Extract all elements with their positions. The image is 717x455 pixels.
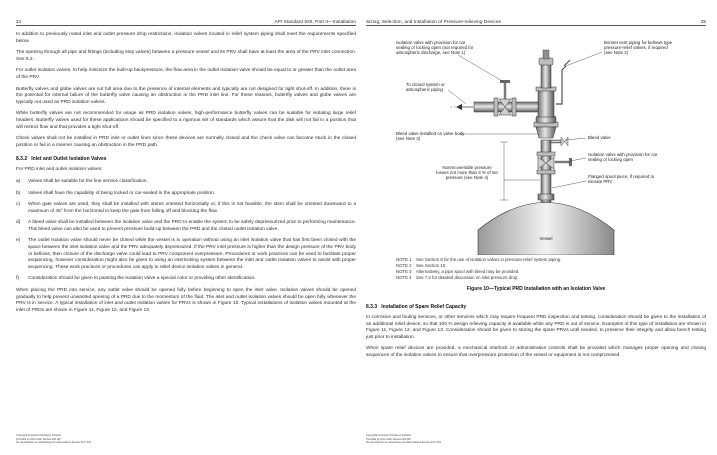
paragraph: Butterfly valves and globe valves are not full area due to the presence of internal elements and typically are not designed for tight shut-off. In addition, there is the potential for internal failure of the butterfly valve causing an obstruction in the PRD inlet line. For these reasons, butterfly valves and globe valves are typically not used as PRD isolation valves. <box>16 86 356 105</box>
section-title: Installation of Spare Relief Capacity <box>381 304 467 310</box>
footer-line: Copyright American Petroleum Institute <box>366 434 411 438</box>
bonnet-vent-piping <box>556 60 570 104</box>
left-page-footer <box>16 434 146 444</box>
paragraph: The opening through all pipe and fittings (including stop valves) between a pressure vessel and its PRV shall have at least the area of the PRV inlet connection. See 5.2. <box>16 50 356 62</box>
note-label: NOTE 2 <box>396 263 412 268</box>
left-page-running-title: API Standard 520, Part II—Installation <box>274 19 356 24</box>
list-item-text: Consideration should be given to painting the isolation valve a special color or providing other identification. <box>28 276 256 282</box>
list-item-label: e) <box>16 238 21 244</box>
list-item <box>16 202 356 215</box>
list-item-label: f) <box>16 276 19 282</box>
list-item <box>16 179 356 186</box>
list-item-label: a) <box>16 178 21 184</box>
list-item-text: Valves shall be suitable for the line service classification. <box>28 178 148 184</box>
callout-bonnet-vent: Bonnet vent piping for bellows type pressure-relief valves, if required (see Note 2) <box>604 40 673 55</box>
list-item-text: When gate valves are used, they shall be installed with stems oriented horizontally or, if this is not feasible, the stem shall be oriented downward to a maximum of 45° from the horizontal to keep the gate from falling off and blocking the flow. <box>28 202 356 214</box>
footer-line: Copyright American Petroleum Institute <box>16 434 61 438</box>
section-number: 8.3.3 <box>366 304 378 310</box>
list-intro: For PRD inlet and outlet isolation valves: <box>16 167 103 173</box>
section-number: 8.3.2 <box>16 156 28 163</box>
right-page-number: 25 <box>700 19 706 24</box>
footer-line: Provided by IHS under license with API <box>16 437 61 441</box>
paragraph: For outlet isolation valves, to help minimize the built-up backpressure, the flow area in the outlet isolation valve should be equal to or greater than the outlet area of the PRV. <box>16 68 356 80</box>
left-page <box>16 14 356 444</box>
list-item-label: d) <box>16 220 21 226</box>
callout-isolation-valve-lower: Isolation valve with provision for car sealing or locking open <box>588 152 658 162</box>
paragraph: When spare relief devices are provided, a mechanical interlock or administrative controls shall be provided which manages proper opening and closing sequences of the isolation valves to ensure that overpressure protection of the vessel or equipment is not compromised. <box>366 346 706 358</box>
footer-line: No reproduction or networking permitted without license from IHS <box>366 440 441 444</box>
list-item-text: Valves shall have the capability of being locked or car-sealed in the appropriate position. <box>28 190 216 196</box>
list-item <box>16 191 356 198</box>
figure-10 <box>366 30 706 255</box>
right-page-footer <box>366 434 496 444</box>
note-label: NOTE 4 <box>396 275 412 280</box>
left-page-header <box>16 14 356 26</box>
right-page-header <box>366 14 706 26</box>
note-label: NOTE 3 <box>396 269 412 274</box>
prv-installation-diagram <box>366 30 706 255</box>
callout-pressure-losses: Nonrecoverable pressure losses not more than 3 % of set pressure (see Note 4) <box>436 165 498 180</box>
outlet-isolation-valve <box>494 80 516 116</box>
figure-notes <box>366 257 706 281</box>
list-item-label: c) <box>16 202 20 208</box>
list-item-label: b) <box>16 190 21 196</box>
pressure-relief-valve <box>534 50 558 138</box>
callout-vessel: Vessel <box>539 236 553 241</box>
right-page <box>366 14 706 444</box>
left-page-number: 24 <box>16 19 22 24</box>
note-text: See 7.3 for detailed discussion on inlet pressure drop. <box>416 275 519 280</box>
right-page-running-title: Sizing, Selection, and Installation of Pressure-relieving Devices <box>366 19 501 24</box>
paragraph: In addition to previously noted inlet and outlet pressure drop restrictions, isolation valves located in relief system piping shall meet the requirements specified below. <box>16 32 356 44</box>
lower-isolation-valve <box>537 152 572 174</box>
section-title: Inlet and Outlet Isolation Valves <box>31 156 107 163</box>
callout-spool-piece: Flanged spool piece, if required to elevate PRV <box>588 174 655 184</box>
callout-isolation-valve-top: Isolation valve with provision for car sealing or locking open (not required for atmospheric discharge, see Note 1) <box>396 40 474 55</box>
note-label: NOTE 1 <box>396 257 412 262</box>
figure-note <box>396 275 706 281</box>
bleed-valve <box>551 137 568 146</box>
paragraph: While butterfly valves are not recommended for usage as PRD isolation valves, high-performance butterfly valves can be suitable for isolating large relief headers. Butterfly valves used for these applications should be specified to a rigorous set of standards which assure that the disk will not fail in a position that will restrict flow and that provides a tight shut-off. <box>16 111 356 130</box>
vessel-shape <box>478 203 614 256</box>
note-text: See Section 10. <box>416 263 447 268</box>
note-text: Alternatively, a pipe spool with bleed may be provided. <box>416 269 520 274</box>
list-item-text: A bleed valve shall be installed between the isolation valve and the PRD to enable the system to be safely depressurized prior to performing maintenance. This bleed valve can also be used to prevent pressure build-up between the PRD and the closed outlet isolation valve. <box>28 220 356 232</box>
footer-line: No reproduction or networking permitted without license from IHS <box>16 440 91 444</box>
note-text: See Section 8 for the use of isolation valves in pressure-relief system piping. <box>416 257 562 262</box>
callout-bleed-valve-body: Bleed valve installed on valve body (see Note 3) <box>396 131 465 141</box>
paragraph: When placing the PRD into service, any outlet valve should be opened fully before beginning to open the inlet valve. Isolation valves should be opened gradually to help prevent unwanted opening of a PRD due to the momentum of the fluid. The inlet and outlet isolation valves should be open fully whenever the PRV is in service. A typical installation of inlet and outlet isolation valves for PRVs is shown in Figure 10. Typical installations of isolation valves mounted at the inlet of PRDs are shown in Figure 11, Figure 12, and Figure 13. <box>16 288 356 313</box>
list-item <box>16 276 356 283</box>
vessel-nozzle <box>538 194 554 200</box>
figure-caption: Figure 10—Typical PRD Installation with an Isolation Valve <box>466 286 606 292</box>
paragraph: Check valves shall not be installed in PRD inlet or outlet lines since these devices are normally closed and the check valve can become stuck in the closed position or fail in a manner causing an obstruction in the PRD path. <box>16 136 356 148</box>
callout-closed-system: To closed system or atmospheric piping <box>406 82 445 92</box>
paragraph: In corrosive and fouling services, or other services which may require frequent PRD inspection and testing, consideration should be given to the installation of an additional relief device, so that 100 % design relieving capacity is available while any PRD is out of service. Examples of this type of installation are shown in Figure 11, Figure 12, and Figure 13. Consideration should be given to storing the spare PRVs until needed, to preserve their integrity and allow bench testing just prior to installation. <box>366 315 706 340</box>
footer-line: Provided by IHS under license with API <box>366 437 411 441</box>
list-item <box>16 238 356 271</box>
callout-bleed-valve: Bleed valve <box>588 135 611 140</box>
list-item <box>16 220 356 233</box>
list-item-text: The outlet isolation valve should never be closed while the vessel is in operation without using an inlet isolation valve that has first been closed with the space between the inlet isolation valve and the PRV adequately depressured. If the PRV inlet pressure is higher than the design pressure of the PRV body or bellows, then closure of the discharge valve could lead to PRV component overpressure. Procedures or work practices can be used to facilitate proper sequencing, however consideration might also be given to using an interlocking system between the inlet and outlet isolation valves to assist with proper sequencing. These work practices or procedures can apply to relief device isolation valves in general. <box>28 238 356 270</box>
